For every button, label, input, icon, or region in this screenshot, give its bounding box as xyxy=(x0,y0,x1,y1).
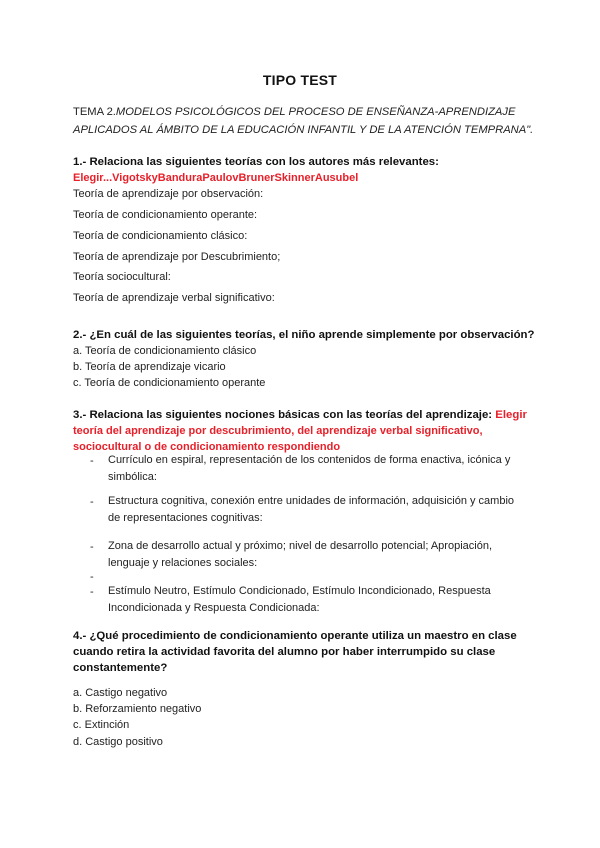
bullet-dash: - xyxy=(90,496,94,508)
tema-prefix: TEMA 2. xyxy=(73,106,116,118)
q3-notion-2-line-2: de representaciones cognitivas: xyxy=(108,512,263,524)
q3-notion-3-line-1: Zona de desarrollo actual y próximo; nivel de desarrollo potencial; Apropiación, xyxy=(108,540,492,552)
question-4-line-3: constantemente? xyxy=(73,662,168,674)
q3-notion-4-line-1: Estímulo Neutro, Estímulo Condicionado, Estímulo Incondicionado, Respuesta xyxy=(108,585,491,597)
tema-title-part1: MODELOS PSICOLÓGICOS DEL PROCESO DE ENSEÑANZA-APRENDIZAJE xyxy=(115,106,516,118)
question-3: 3.- Relaciona las siguientes nociones básicas con las teorías del aprendizaje: xyxy=(73,409,493,421)
q2-option-a[interactable]: a. Teoría de condicionamiento clásico xyxy=(73,345,257,357)
page-title: TIPO TEST xyxy=(262,72,338,88)
q1-item-descubrimiento: Teoría de aprendizaje por Descubrimiento; xyxy=(73,251,281,263)
bullet-dash-empty: - xyxy=(90,571,94,583)
q1-item-operante: Teoría de condicionamiento operante: xyxy=(73,209,258,221)
bullet-dash: - xyxy=(90,541,94,553)
q4-option-d[interactable]: d. Castigo positivo xyxy=(73,736,163,748)
q3-notion-2 xyxy=(108,493,528,527)
question-2: 2.- ¿En cuál de las siguientes teorías, el niño aprende simplemente por observación? xyxy=(73,329,535,341)
q4-option-c[interactable]: c. Extinción xyxy=(73,719,130,731)
question-4-line-1: 4.- ¿Qué procedimiento de condicionamiento operante utiliza un maestro en clase xyxy=(73,630,517,642)
question-1: 1.- Relaciona las siguientes teorías con los autores más relevantes: xyxy=(73,156,439,168)
q2-option-b[interactable]: b. Teoría de aprendizaje vicario xyxy=(73,361,226,373)
q3-notion-1-line-1: Currículo en espiral, representación de los contenidos de forma enactiva, icónica y xyxy=(108,454,511,466)
q1-item-clasico: Teoría de condicionamiento clásico: xyxy=(73,230,248,242)
q3-notion-3 xyxy=(108,538,528,572)
q3-notion-1 xyxy=(108,452,528,486)
question-1-author-choices[interactable]: Elegir...VigotskyBanduraPaulovBrunerSkinnerAusubel xyxy=(73,172,359,184)
bullet-dash: - xyxy=(90,455,94,467)
q1-item-verbal-significativo: Teoría de aprendizaje verbal significativo: xyxy=(73,292,275,304)
q3-instruction-line-2: teoría del aprendizaje por descubrimiento, del aprendizaje verbal significativo, xyxy=(73,425,483,437)
q3-notion-4-line-2: Incondicionada y Respuesta Condicionada: xyxy=(108,602,320,614)
tema-line-1 xyxy=(73,104,515,120)
q1-item-sociocultural: Teoría sociocultural: xyxy=(73,271,171,283)
q3-notion-3-line-2: lenguaje y relaciones sociales: xyxy=(108,557,258,569)
question-3-line-1 xyxy=(73,407,527,423)
tema-line-2 xyxy=(73,122,533,138)
q3-notion-2-line-1: Estructura cognitiva, conexión entre unidades de información, adquisición y cambio xyxy=(108,495,515,507)
tema-title-part2: APLICADOS AL ÁMBITO DE LA EDUCACIÓN INFANTIL Y DE LA ATENCIÓN TEMPRANA". xyxy=(73,124,534,136)
q3-instruction-start: Elegir xyxy=(495,409,527,421)
q3-notion-1-line-2: simbólica: xyxy=(108,471,157,483)
q1-item-observacion: Teoría de aprendizaje por observación: xyxy=(73,188,264,200)
bullet-dash: - xyxy=(90,586,94,598)
q2-option-c[interactable]: c. Teoría de condicionamiento operante xyxy=(73,377,266,389)
question-4-line-2: cuando retira la actividad favorita del alumno por haber interrumpido su clase xyxy=(73,646,496,658)
q4-option-b[interactable]: b. Reforzamiento negativo xyxy=(73,703,202,715)
q3-notion-4 xyxy=(108,583,528,617)
q3-instruction-line-3: sociocultural o de condicionamiento respondiendo xyxy=(73,441,341,453)
q4-option-a[interactable]: a. Castigo negativo xyxy=(73,687,168,699)
